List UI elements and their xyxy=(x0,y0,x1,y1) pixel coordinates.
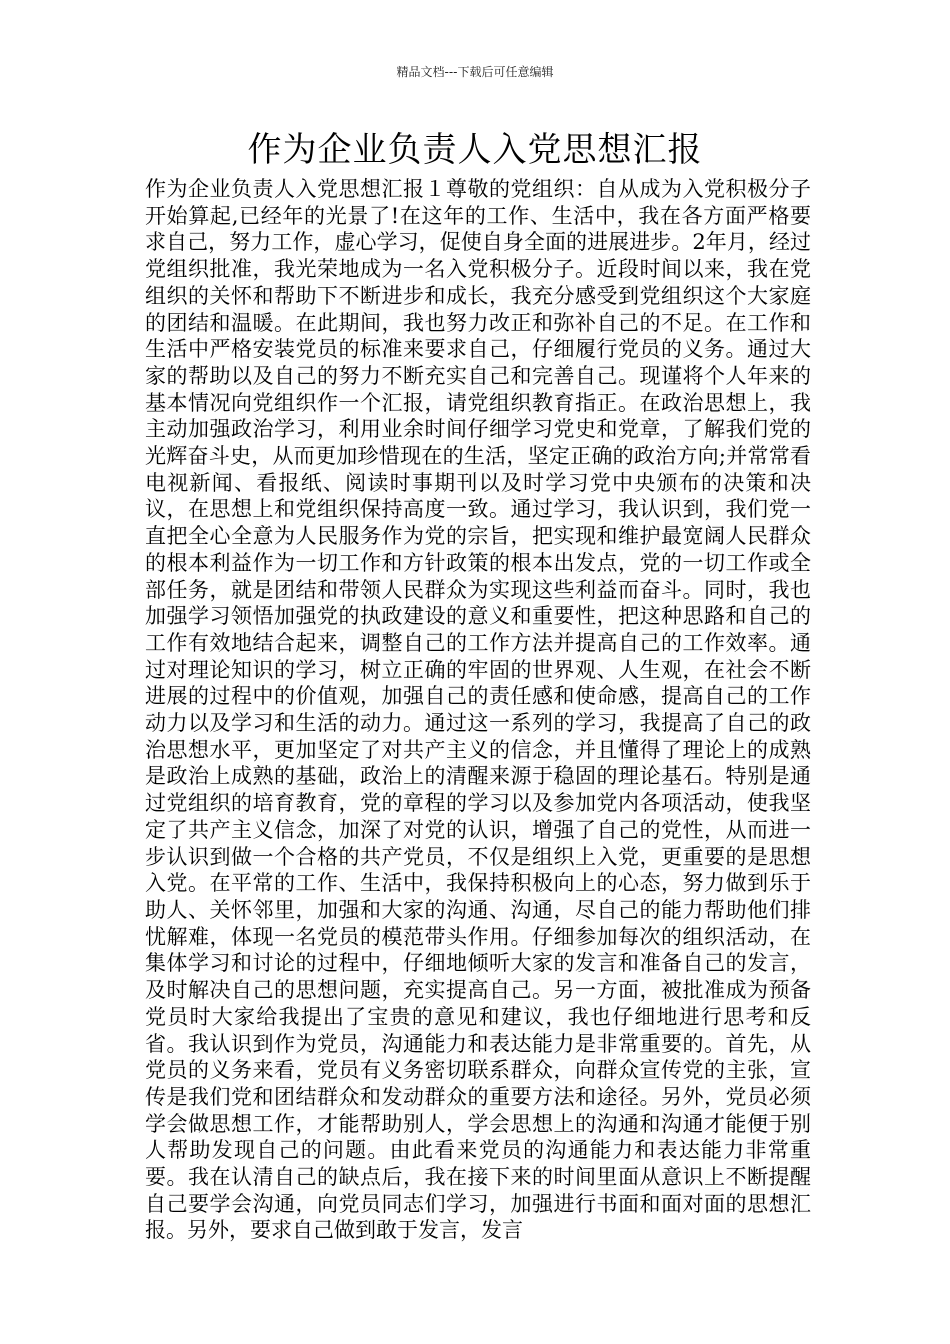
document-body: 作为企业负责人入党思想汇报１尊敬的党组织：自从成为入党积极分子开始算起,已经年的光景了!在这年的工作、生活中，我在各方面严格要求自己，努力工作，虚心学习，促使自身全面的进展进步。2年月，经过党组织批准，我光荣地成为一名入党积极分子。近段时间以来，我在党组织的关怀和帮助下不断进步和成长，我充分感受到党组织这个大家庭的团结和温暖。在此期间，我也努力改正和弥补自己的不足。在工作和生活中严格安装党员的标准来要求自己，仔细履行党员的义务。通过大家的帮助以及自己的努力不断充实自己和完善自己。现谨将个人年来的基本情况向党组织作一个汇报，请党组织教育指正。在政治思想上，我主动加强政治学习，利用业余时间仔细学习党史和党章，了解我们党的光辉奋斗史，从而更加珍惜现在的生活，坚定正确的政治方向;并常常看电视新闻、看报纸、阅读时事期刊以及时学习党中央颁布的决策和决议，在思想上和党组织保持高度一致。通过学习，我认识到，我们党一直把全心全意为人民服务作为党的宗旨，把实现和维护最宽阔人民群众的根本利益作为一切工作和方针政策的根本出发点，党的一切工作或全部任务，就是团结和带领人民群众为实现这些利益而奋斗。同时，我也加强学习领悟加强党的执政建设的意义和重要性，把这种思路和自己的工作有效地结合起来，调整自己的工作方法并提高自己的工作效率。通过对理论知识的学习，树立正确的牢固的世界观、人生观，在社会不断进展的过程中的价值观，加强自己的责任感和使命感，提高自己的工作动力以及学习和生活的动力。通过这一系列的学习，我提高了自己的政治思想水平，更加坚定了对共产主义的信念，并且懂得了理论上的成熟是政治上成熟的基础，政治上的清醒来源于稳固的理论基石。特别是通过党组织的培育教育，党的章程的学习以及参加党内各项活动，使我坚定了共产主义信念，加深了对党的认识，增强了自己的党性，从而进一步认识到做一个合格的共产党员，不仅是组织上入党，更重要的是思想入党。在平常的工作、生活中，我保持积极向上的心态，努力做到乐于助人、关怀邻里，加强和大家的沟通、沟通，尽自己的能力帮助他们排忧解难，体现一名党员的模范带头作用。仔细参加每次的组织活动，在集体学习和讨论的过程中，仔细地倾听大家的发言和准备自己的发言，及时解决自己的思想问题，充实提高自己。另一方面，被批准成为预备党员时大家给我提出了宝贵的意见和建议，我也仔细地进行思考和反省。我认识到作为党员，沟通能力和表达能力是非常重要的。首先，从党员的义务来看，党员有义务密切联系群众，向群众宣传党的主张，宣传是我们党和团结群众和发动群众的重要方法和途径。另外，党员必须学会做思想工作，才能帮助别人，学会思想上的沟通和沟通才能便于别人帮助发现自己的问题。由此看来党员的沟通能力和表达能力非常重要。我在认清自己的缺点后，我在接下来的时间里面从意识上不断提醒自己要学会沟通，向党员同志们学习，加强进行书面和面对面的思想汇报。另外，要求自己做到敢于发言，发言 xyxy=(145,177,811,1243)
document-title: 作为企业负责人入党思想汇报 xyxy=(247,130,703,170)
page-header: 精品文档---下载后可任意编辑 xyxy=(396,65,554,79)
